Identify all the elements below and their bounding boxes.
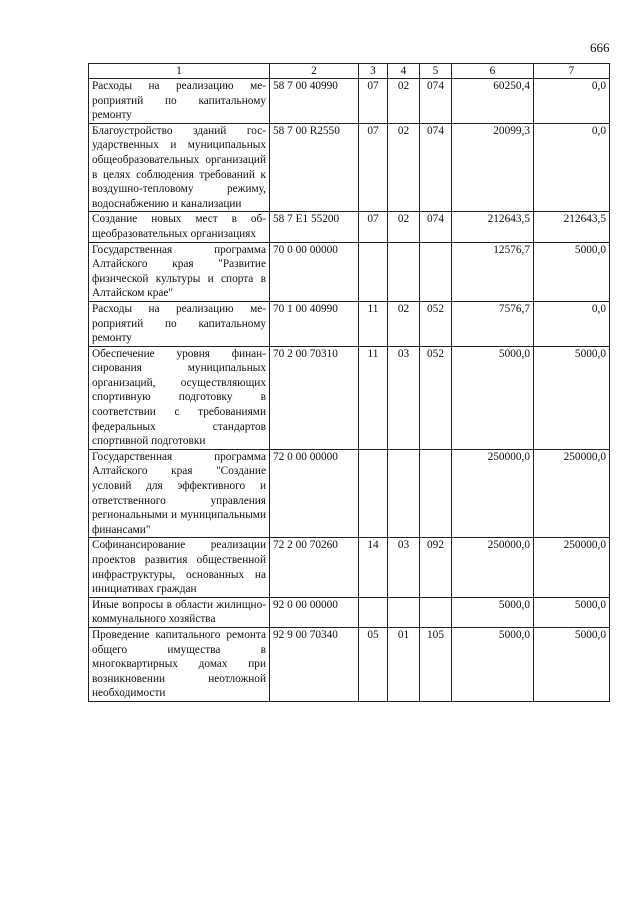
expense-name: Проведение капитального ремонта общего имущества в многоквартирных домах при возникновении неотложной необходимости (89, 627, 270, 701)
table-row (89, 212, 610, 242)
amount-col6: 20099,3 (452, 123, 534, 212)
subsection-code: 01 (388, 627, 420, 701)
amount-col6: 7576,7 (452, 301, 534, 346)
section-code: 11 (359, 346, 388, 449)
amount-col7: 0,0 (534, 123, 610, 212)
amount-col7: 5000,0 (534, 627, 610, 701)
amount-col6: 5000,0 (452, 597, 534, 627)
section-code: 11 (359, 301, 388, 346)
table-row (89, 627, 610, 701)
amount-col7: 5000,0 (534, 597, 610, 627)
column-header: 3 (359, 64, 388, 79)
amount-col6: 5000,0 (452, 627, 534, 701)
section-code (359, 597, 388, 627)
table-row (89, 449, 610, 538)
column-header: 5 (420, 64, 452, 79)
target-code: 72 0 00 00000 (270, 449, 359, 538)
subsection-code: 03 (388, 346, 420, 449)
table-row (89, 538, 610, 597)
section-code: 07 (359, 79, 388, 124)
subsection-code: 02 (388, 79, 420, 124)
expense-type-code (420, 242, 452, 301)
table-row (89, 123, 610, 212)
target-code: 72 2 00 70260 (270, 538, 359, 597)
subsection-code: 03 (388, 538, 420, 597)
target-code: 58 7 E1 55200 (270, 212, 359, 242)
table-row (89, 346, 610, 449)
amount-col6: 250000,0 (452, 449, 534, 538)
expense-name: Государственная программа Алтайского края "Создание условий для эффективного и ответственного управления региональными и муниципальными финансами" (89, 449, 270, 538)
expense-type-code: 074 (420, 212, 452, 242)
expense-type-code: 074 (420, 79, 452, 124)
page-number: 666 (590, 40, 610, 55)
amount-col7: 5000,0 (534, 346, 610, 449)
column-header: 7 (534, 64, 610, 79)
subsection-code: 02 (388, 123, 420, 212)
expense-name: Софинансирование реализации проектов развития общественной инфраструктуры, основанных на инициативах граждан (89, 538, 270, 597)
target-code: 58 7 00 R2550 (270, 123, 359, 212)
amount-col7: 212643,5 (534, 212, 610, 242)
target-code: 70 0 00 00000 (270, 242, 359, 301)
expense-type-code: 052 (420, 346, 452, 449)
column-header: 2 (270, 64, 359, 79)
target-code: 70 1 00 40990 (270, 301, 359, 346)
subsection-code (388, 597, 420, 627)
header-row (89, 64, 610, 79)
amount-col6: 5000,0 (452, 346, 534, 449)
amount-col7: 250000,0 (534, 538, 610, 597)
amount-col7: 250000,0 (534, 449, 610, 538)
target-code: 92 0 00 00000 (270, 597, 359, 627)
expense-type-code: 052 (420, 301, 452, 346)
subsection-code (388, 449, 420, 538)
subsection-code: 02 (388, 301, 420, 346)
expense-type-code: 105 (420, 627, 452, 701)
table-row (89, 301, 610, 346)
target-code: 58 7 00 40990 (270, 79, 359, 124)
section-code: 14 (359, 538, 388, 597)
subsection-code: 02 (388, 212, 420, 242)
amount-col6: 212643,5 (452, 212, 534, 242)
column-header: 6 (452, 64, 534, 79)
expense-name: Государственная программа Алтайского края "Развитие физической культуры и спорта в Алтайском крае" (89, 242, 270, 301)
section-code: 05 (359, 627, 388, 701)
section-code: 07 (359, 123, 388, 212)
expense-name: Обеспечение уровня финансирования муниципальных организаций, осуществляющих спортивную подготовку в соответствии с требованиями федеральных стандартов спортивной подготовки (89, 346, 270, 449)
table-row (89, 597, 610, 627)
expense-name: Расходы на реализацию мероприятий по капитальному ремонту (89, 79, 270, 124)
amount-col7: 0,0 (534, 79, 610, 124)
expense-type-code (420, 597, 452, 627)
expense-type-code: 074 (420, 123, 452, 212)
section-code: 07 (359, 212, 388, 242)
amount-col6: 60250,4 (452, 79, 534, 124)
amount-col7: 0,0 (534, 301, 610, 346)
column-header: 4 (388, 64, 420, 79)
table-row (89, 242, 610, 301)
table-row (89, 79, 610, 124)
expense-name: Иные вопросы в области жилищно-коммунального хозяйства (89, 597, 270, 627)
subsection-code (388, 242, 420, 301)
section-code (359, 242, 388, 301)
section-code (359, 449, 388, 538)
amount-col6: 12576,7 (452, 242, 534, 301)
target-code: 92 9 00 70340 (270, 627, 359, 701)
expense-name: Создание новых мест в общеобразовательных организациях (89, 212, 270, 242)
expense-name: Благоустройство зданий государственных и муниципальных общеобразовательных организаций в целях соблюдения требований к воздушно-тепловому режиму, водоснабжению и канализации (89, 123, 270, 212)
amount-col7: 5000,0 (534, 242, 610, 301)
budget-table (88, 63, 610, 702)
expense-type-code: 092 (420, 538, 452, 597)
column-header: 1 (89, 64, 270, 79)
expense-type-code (420, 449, 452, 538)
amount-col6: 250000,0 (452, 538, 534, 597)
expense-name: Расходы на реализацию мероприятий по капитальному ремонту (89, 301, 270, 346)
target-code: 70 2 00 70310 (270, 346, 359, 449)
